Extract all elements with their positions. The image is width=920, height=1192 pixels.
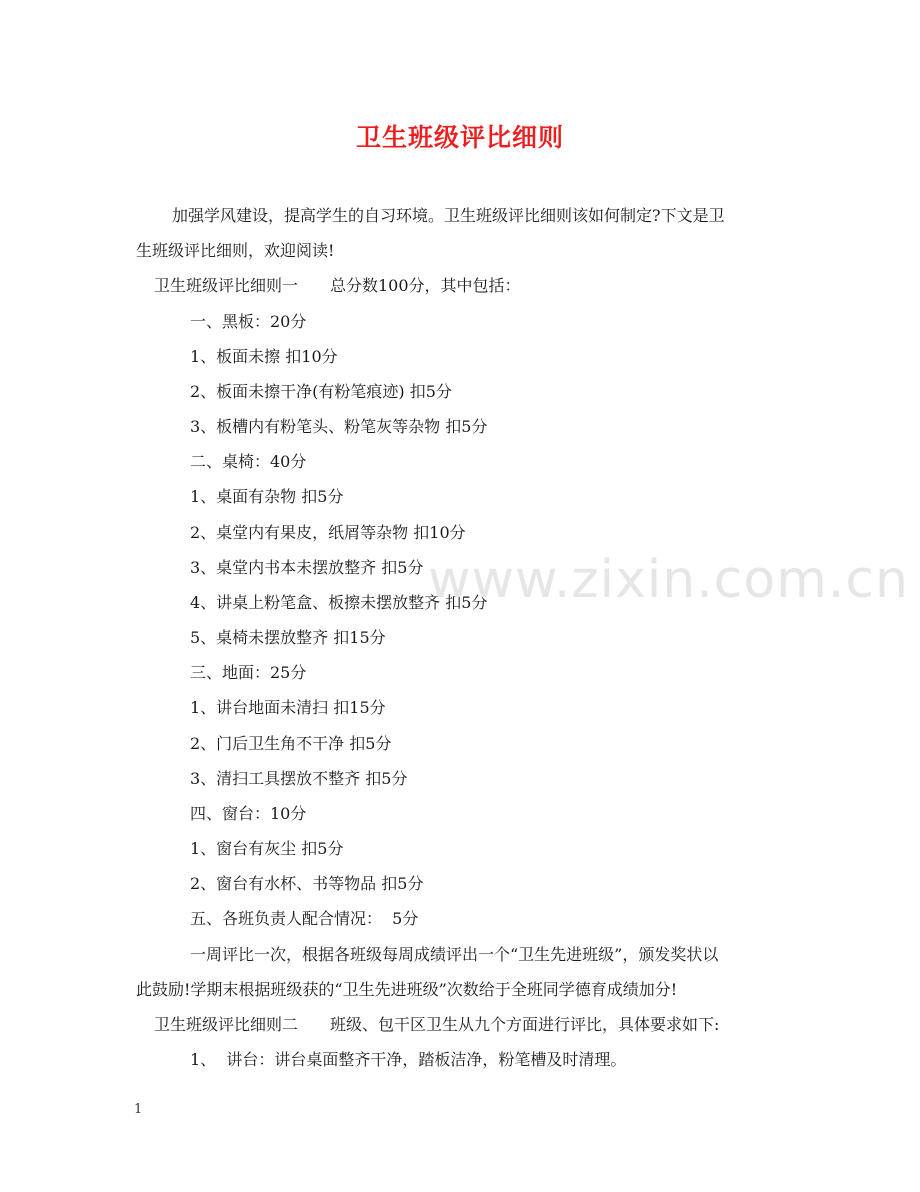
list-item: 4、讲桌上粉笔盒、板擦未摆放整齐 扣5分 — [190, 593, 488, 612]
watermark: www.zixin.com.cn — [428, 550, 909, 610]
section-windowsill: 四、窗台：10分 — [190, 804, 307, 823]
list-item: 1、板面未擦 扣10分 — [190, 347, 338, 366]
section-blackboard: 一、黑板：20分 — [190, 312, 307, 331]
intro-line-2: 生班级评比细则，欢迎阅读! — [136, 241, 335, 260]
list-item: 1、窗台有灰尘 扣5分 — [190, 839, 344, 858]
section-desks: 二、桌椅：40分 — [190, 452, 307, 471]
list-item: 1、 讲台：讲台桌面整齐干净，踏板洁净，粉笔槽及时清理。 — [190, 1050, 627, 1069]
list-item: 2、窗台有水杯、书等物品 扣5分 — [190, 874, 424, 893]
list-item: 1、讲台地面未清扫 扣15分 — [190, 698, 386, 717]
list-item: 3、清扫工具摆放不整齐 扣5分 — [190, 769, 408, 788]
page-number: 1 — [134, 1102, 143, 1117]
list-item: 5、桌椅未摆放整齐 扣15分 — [190, 628, 386, 647]
list-item: 1、桌面有杂物 扣5分 — [190, 487, 344, 506]
document-title: 卫生班级评比细则 — [355, 123, 564, 152]
intro-line-1: 加强学风建设，提高学生的自习环境。卫生班级评比细则该如何制定?下文是卫 — [172, 206, 725, 225]
section-cooperation: 五、各班负责人配合情况： 5分 — [190, 909, 419, 928]
part2-heading: 卫生班级评比细则二 班级、包干区卫生从九个方面进行评比，具体要求如下: — [154, 1015, 720, 1034]
list-item: 3、板槽内有粉笔头、粉笔灰等杂物 扣5分 — [190, 417, 488, 436]
list-item: 3、桌堂内书本未摆放整齐 扣5分 — [190, 558, 424, 577]
section-floor: 三、地面：25分 — [190, 663, 307, 682]
summary-line-2: 此鼓励!学期末根据班级获的“卫生先进班级”次数给于全班同学德育成绩加分! — [136, 980, 678, 999]
list-item: 2、桌堂内有果皮，纸屑等杂物 扣10分 — [190, 523, 466, 542]
part1-heading: 卫生班级评比细则一 总分数100分，其中包括： — [154, 276, 521, 295]
list-item: 2、板面未擦干净(有粉笔痕迹) 扣5分 — [190, 382, 452, 401]
summary-line-1: 一周评比一次，根据各班级每周成绩评出一个“卫生先进班级”，颁发奖状以 — [190, 945, 719, 964]
list-item: 2、门后卫生角不干净 扣5分 — [190, 734, 392, 753]
